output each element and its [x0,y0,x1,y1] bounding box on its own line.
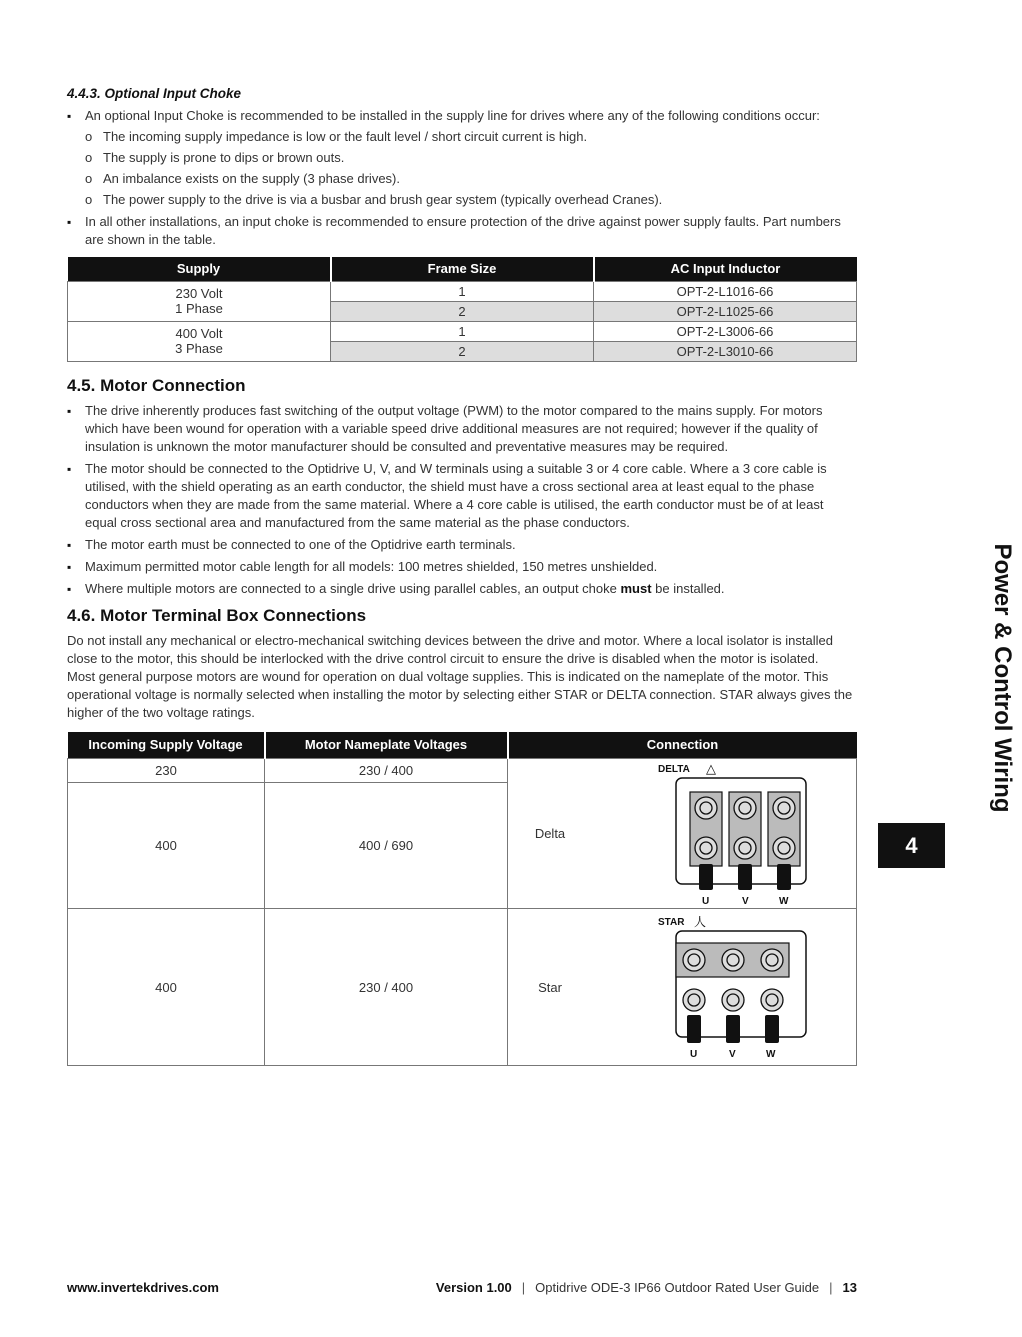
bullet-item: ▪ The drive inherently produces fast switching of the output voltage (PWM) to the motor compared to the mains supply. For motors which have been wound for operation with a variable speed drive additional measures are not required; however if the quality of insulation is unknown the motor manufacturer should be consulted and preventative measures may be required. [67,402,857,456]
section-heading-4-5: 4.5. Motor Connection [67,375,246,395]
table-row [68,281,857,301]
guide-title: Optidrive ODE-3 IP66 Outdoor Rated User Guide [535,1280,820,1295]
supply-phase: 3 Phase [175,341,223,356]
delta-symbol-icon: △ [706,760,716,776]
part-cell: OPT-2-L1016-66 [594,281,857,301]
bullet-text: Where multiple motors are connected to a single drive using parallel cables, an output choke [85,580,621,596]
condition-item: o The supply is prone to dips or brown outs. [67,148,857,167]
section-heading-4-4-3: 4.4.3. Optional Input Choke [67,86,242,101]
version-text: Version 1.00 [435,1280,512,1295]
footer-right [436,1280,857,1295]
part-cell: OPT-2-L3010-66 [594,341,857,361]
bullet-item: ▪ Maximum permitted motor cable length for all models: 100 metres shielded, 150 metres unshielded. [67,558,857,576]
supply-phase: 1 Phase [175,301,223,316]
part-cell: OPT-2-L1025-66 [594,301,857,321]
bullet-item [67,107,857,209]
supply-voltage: 230 Volt [175,286,223,301]
column-header-nameplate-voltages: Motor Nameplate Voltages [265,732,508,759]
choke-bullets [67,107,857,249]
bullet-item: ▪ The motor should be connected to the Optidrive U, V, and W terminals using a suitable 3 or 4 core cable. Where a 3 core cable is utilised, with the shield operating as an earth conductor, the shield must have a cross sectional area at least equal to the phase conductors when they are made from the same material. Where a 4 core cable is utilised, the earth conductor must be of at least equal cross sectional area and manufactured from the same material as the phase conductors. [67,460,857,532]
supply-voltage: 400 Volt [175,326,223,341]
bullet-text: An optional Input Choke is recommended to be installed in the supply line for drives where any of the following conditions occur: [85,108,820,123]
nameplate-cell: 230 / 400 [265,909,508,1066]
condition-item: o An imbalance exists on the supply (3 phase drives). [67,169,857,188]
separator: | [521,1280,526,1295]
column-header-supply: Supply [68,257,331,281]
frame-cell: 2 [331,301,594,321]
star-wiring-diagram [658,913,838,1061]
paragraph: Most general purpose motors are wound for operation on dual voltage supplies. This is indicated on the nameplate of the motor. This operational voltage is normally selected when installing the motor by selecting either STAR or DELTA connection. STAR always gives the higher of the two voltage ratings. [67,668,853,720]
condition-list [67,127,857,209]
page-content [67,86,857,1066]
column-header-connection: Connection [508,732,857,759]
terminal-label-v: V [729,1049,736,1060]
terminal-label-u: U [702,895,710,907]
terminal-studs [683,949,783,1011]
bullet-item: ▪ The motor earth must be connected to one of the Optidrive earth terminals. [67,536,857,554]
chapter-side-title: Power & Control Wiring [989,543,1016,813]
section-heading-4-6: 4.6. Motor Terminal Box Connections [67,605,367,625]
terminal-label-v: V [742,895,749,907]
diagram-title: STAR [658,917,685,928]
condition-item: o The power supply to the drive is via a busbar and brush gear system (typically overhead Cranes). [67,190,857,209]
delta-wiring-diagram [658,760,838,908]
frame-cell: 1 [331,321,594,341]
column-header-incoming-supply: Incoming Supply Voltage [68,732,265,759]
bullet-text: be installed. [651,580,725,596]
connection-label: Delta [534,826,566,841]
bullet-item: ▪ In all other installations, an input choke is recommended to ensure protection of the drive against power supply faults. Part numbers are shown in the table. [67,213,857,249]
supply-cell: 400 [68,909,265,1066]
paragraph: Do not install any mechanical or electro-mechanical switching devices between the drive and motor. Where a local isolator is installed close to the motor, this should be interlocked with the drive control circuit to ensure the drive is disabled when the motor is isolated. [67,632,833,666]
terminal-connection-table [67,732,857,1067]
nameplate-cell: 230 / 400 [265,759,508,783]
connection-label: Star [538,979,562,995]
terminal-label-w: W [779,895,789,907]
cable-leads [687,1015,779,1043]
table-row [68,321,857,341]
column-header-frame-size: Frame Size [331,257,594,281]
frame-cell: 2 [331,341,594,361]
part-cell: OPT-2-L3006-66 [594,321,857,341]
supply-cell [68,321,331,361]
page-footer [67,1280,857,1300]
terminal-label-w: W [766,1049,776,1060]
chapter-tab: 4 [878,823,945,868]
table-row [68,759,857,783]
terminal-label-u: U [690,1049,698,1060]
input-choke-table [67,257,857,362]
supply-cell [68,281,331,321]
nameplate-cell: 400 / 690 [265,783,508,909]
separator: | [829,1280,833,1295]
condition-item: o The incoming supply impedance is low or the fault level / short circuit current is high. [67,127,857,146]
website-link[interactable]: www.invertekdrives.com [67,1280,219,1295]
star-symbol-icon: 人 [694,915,707,929]
cable-leads [699,864,791,890]
bullet-item [67,580,857,598]
connection-cell-star [508,909,857,1066]
connection-cell-delta [508,759,857,909]
column-header-ac-input-inductor: AC Input Inductor [594,257,857,281]
supply-cell: 230 [68,759,265,783]
page-number: 13 [842,1280,857,1295]
diagram-title: DELTA [658,763,690,775]
emphasis-text: must [620,580,652,596]
supply-cell: 400 [68,783,265,909]
frame-cell: 1 [331,281,594,301]
motor-connection-bullets [67,402,857,598]
table-row [68,909,857,1066]
